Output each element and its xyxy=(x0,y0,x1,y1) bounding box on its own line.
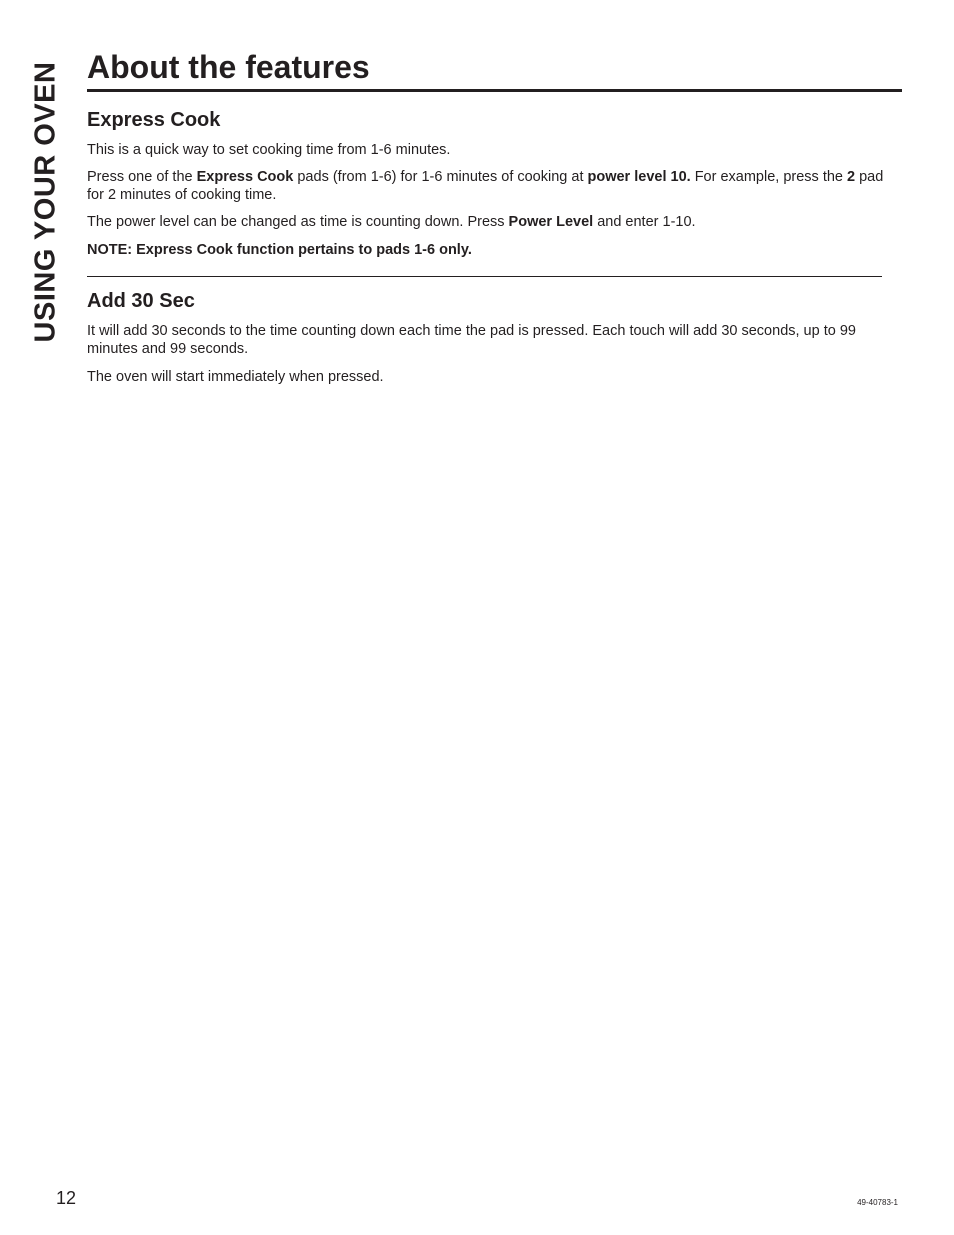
add-30-sec-description: It will add 30 seconds to the time counting down each time the pad is pressed. Each touch will add 30 seconds, up to 99 minutes and 99 seconds. xyxy=(87,323,856,357)
title-rule xyxy=(87,89,902,92)
express-cook-instructions: Press one of the Express Cook pads (from 1-6) for 1-6 minutes of cooking at power level 10. For example, press the 2 pad for 2 minutes of cooking time. xyxy=(87,169,884,203)
express-cook-heading: Express Cook xyxy=(87,109,221,131)
side-section-tab-label: USING YOUR OVEN xyxy=(29,61,62,343)
add-30-sec-start-note: The oven will start immediately when pressed. xyxy=(87,369,384,385)
page-number: 12 xyxy=(56,1188,77,1208)
add-30-sec-section xyxy=(87,289,887,386)
section-divider xyxy=(87,276,882,277)
page-title: About the features xyxy=(87,49,370,85)
express-cook-section xyxy=(87,108,887,259)
express-cook-note: NOTE: Express Cook function pertains to pads 1-6 only. xyxy=(87,242,472,258)
express-cook-power-level: The power level can be changed as time is counting down. Press Power Level and enter 1-10. xyxy=(87,214,696,230)
document-code: 49-40783-1 xyxy=(857,1198,898,1207)
add-30-sec-heading: Add 30 Sec xyxy=(87,290,195,312)
express-cook-intro: This is a quick way to set cooking time from 1-6 minutes. xyxy=(87,142,451,158)
side-section-tab xyxy=(26,52,66,352)
